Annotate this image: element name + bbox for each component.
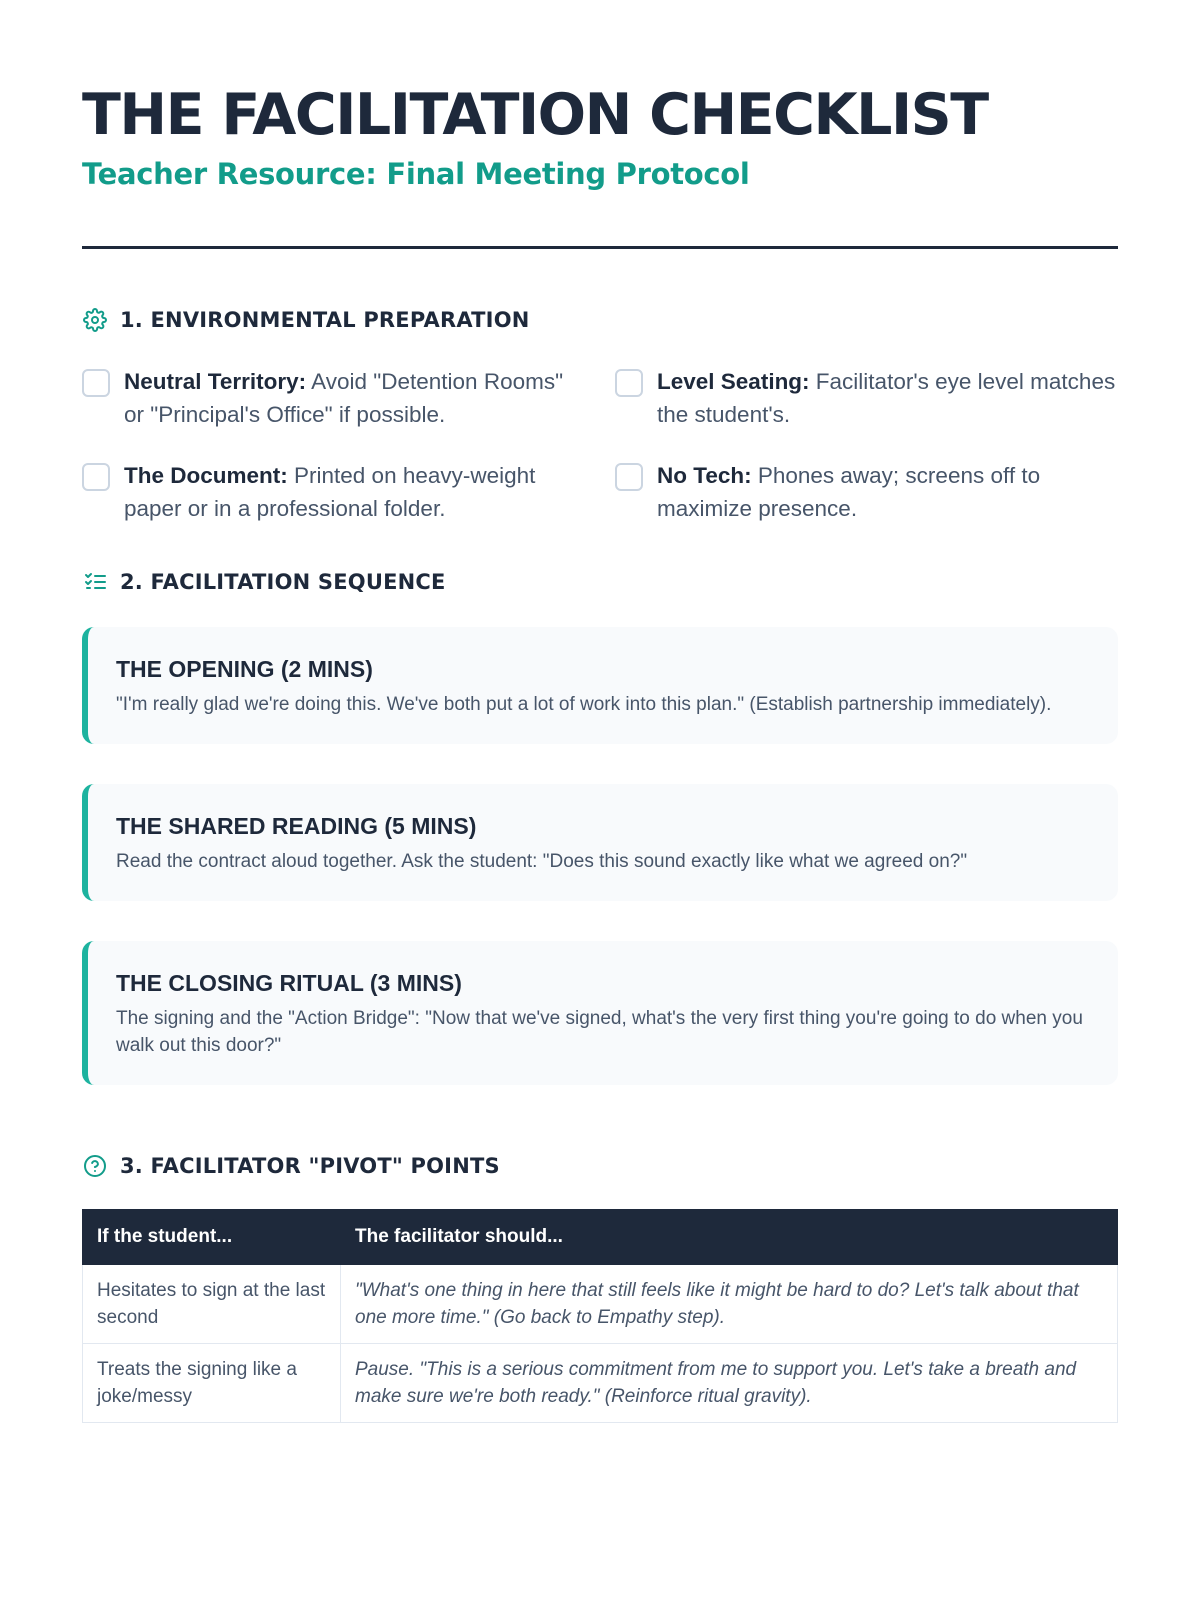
student-behavior-cell: Hesitates to sign at the last second: [83, 1265, 341, 1344]
gear-icon: [82, 307, 108, 333]
section-heading-text: 1. ENVIRONMENTAL PREPARATION: [120, 308, 530, 332]
checklist-item-text: Facilitator's eye level matches the student's.: [657, 369, 1116, 427]
checklist-item-text: Phones away; screens off to maximize presence.: [657, 463, 1041, 521]
section-environmental-preparation-heading: [82, 307, 1118, 333]
page-subtitle: Teacher Resource: Final Meeting Protocol: [82, 157, 750, 191]
step-card-opening: [82, 627, 1118, 744]
checklist-item-label: Level Seating:: [657, 369, 810, 394]
checkbox[interactable]: [82, 369, 110, 397]
page-title: THE FACILITATION CHECKLIST: [82, 82, 988, 148]
table-header-row: [83, 1210, 1118, 1265]
pivot-points-table: [82, 1209, 1118, 1423]
step-title: THE SHARED READING (5 MINS): [116, 813, 477, 839]
step-card-closing-ritual: [82, 941, 1118, 1085]
facilitator-response-cell: "What's one thing in here that still feels like it might be hard to do? Let's talk about that one more time." (Go back to Empathy step).: [341, 1265, 1118, 1344]
section-heading-text: 2. FACILITATION SEQUENCE: [120, 570, 446, 594]
step-body: Read the contract aloud together. Ask the student: "Does this sound exactly like what we agreed on?": [116, 851, 968, 872]
header-divider: [82, 246, 1118, 249]
checkbox[interactable]: [615, 369, 643, 397]
question-circle-icon: [82, 1153, 108, 1179]
table-row: [83, 1265, 1118, 1344]
checklist-item-no-tech: [615, 459, 1118, 525]
student-behavior-cell: Treats the signing like a joke/messy: [83, 1344, 341, 1423]
facilitator-response-cell: Pause. "This is a serious commitment from me to support you. Let's take a breath and make sure we're both ready." (Reinforce ritual gravity).: [341, 1344, 1118, 1423]
step-body: The signing and the "Action Bridge": "Now that we've signed, what's the very first thing you're going to do when you walk out this door?": [116, 1008, 1083, 1056]
step-card-shared-reading: [82, 784, 1118, 901]
checklist-item-label: The Document:: [124, 463, 288, 488]
checklist-item-text: Avoid "Detention Rooms" or "Principal's Office" if possible.: [124, 369, 564, 427]
step-title: THE OPENING (2 MINS): [116, 656, 373, 682]
checklist-item-text: Printed on heavy-weight paper or in a professional folder.: [124, 463, 536, 521]
checklist-item-the-document: [82, 459, 585, 525]
section-pivot-points-heading: [82, 1153, 1118, 1179]
list-check-icon: [82, 569, 108, 595]
checklist-item-label: No Tech:: [657, 463, 752, 488]
step-title: THE CLOSING RITUAL (3 MINS): [116, 970, 462, 996]
step-body: "I'm really glad we're doing this. We've both put a lot of work into this plan." (Establish partnership immediately).: [116, 694, 1052, 715]
checkbox[interactable]: [82, 463, 110, 491]
checklist-item-level-seating: [615, 365, 1118, 431]
section-heading-text: 3. FACILITATOR "PIVOT" POINTS: [120, 1154, 500, 1178]
checkbox[interactable]: [615, 463, 643, 491]
preparation-checklist: [82, 365, 1118, 525]
section-facilitation-sequence-heading: [82, 569, 1118, 595]
checklist-item-label: Neutral Territory:: [124, 369, 307, 394]
column-header-student: If the student...: [83, 1210, 341, 1265]
checklist-item-neutral-territory: [82, 365, 585, 431]
table-row: [83, 1344, 1118, 1423]
facilitation-steps: [82, 627, 1118, 1085]
column-header-facilitator: The facilitator should...: [341, 1210, 1118, 1265]
